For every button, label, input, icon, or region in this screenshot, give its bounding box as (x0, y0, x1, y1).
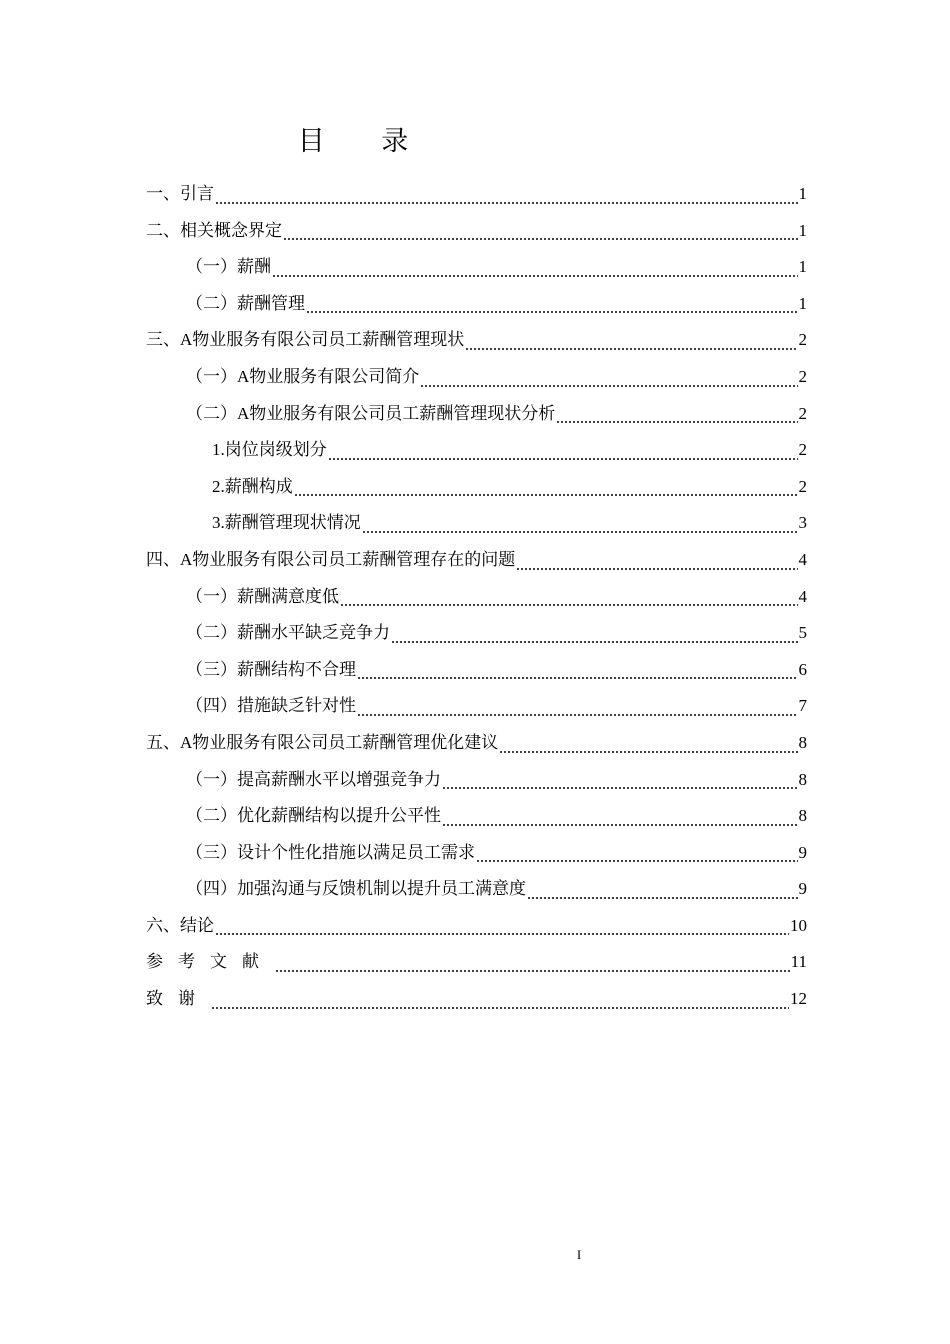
toc-entry-label: （二）薪酬管理 (186, 293, 305, 313)
toc-dot-leader (442, 787, 798, 789)
toc-entry-page: 5 (798, 623, 807, 643)
toc-dot-leader (357, 714, 798, 716)
toc-entry-page: 1 (798, 184, 807, 203)
toc-entry[interactable] (146, 176, 807, 213)
toc-entry[interactable] (146, 396, 807, 433)
toc-dot-leader (465, 348, 797, 350)
toc-dot-leader (328, 458, 798, 460)
toc-dot-leader (272, 275, 798, 277)
toc-entry-page: 8 (798, 769, 807, 789)
toc-entry-label: 参考文献 (146, 952, 274, 972)
toc-dot-leader (357, 677, 798, 679)
toc-dot-leader (283, 238, 798, 240)
toc-entry-label: 四、A物业服务有限公司员工薪酬管理存在的问题 (146, 549, 516, 569)
toc-entry-page: 2 (798, 366, 807, 386)
toc-dot-leader (527, 897, 798, 899)
toc-entry[interactable] (146, 286, 807, 323)
toc-entry[interactable] (146, 798, 807, 835)
toc-entry-page: 10 (790, 915, 807, 935)
toc-dot-leader (211, 1007, 789, 1009)
toc-dot-leader (499, 751, 797, 753)
toc-dot-leader (215, 202, 798, 204)
toc-entry[interactable] (146, 213, 807, 250)
toc-entry[interactable] (146, 322, 807, 359)
toc-entry-label: 3.薪酬管理现状情况 (212, 513, 361, 533)
toc-entry-label: 致谢 (146, 989, 210, 1009)
toc-entry-page: 12 (790, 989, 807, 1009)
toc-entry-label: （一）A物业服务有限公司简介 (186, 366, 420, 386)
toc-entry-label: （三）薪酬结构不合理 (186, 659, 356, 679)
toc-entry-label: 二、相关概念界定 (146, 220, 282, 240)
toc-entry-page: 9 (798, 879, 807, 899)
toc-entry-page: 3 (798, 513, 807, 533)
toc-entry[interactable] (146, 688, 807, 725)
toc-dot-leader (294, 494, 798, 496)
toc-entry[interactable] (146, 359, 807, 396)
toc-dot-leader (516, 568, 797, 570)
toc-entry-label: （二）A物业服务有限公司员工薪酬管理现状分析 (186, 403, 556, 423)
toc-entry-page: 9 (798, 842, 807, 862)
table-of-contents (146, 176, 807, 1018)
toc-entry-page: 4 (798, 549, 807, 569)
toc-entry-page: 2 (798, 330, 807, 350)
toc-entry[interactable] (146, 944, 807, 981)
toc-entry-page: 2 (798, 403, 807, 423)
toc-entry[interactable] (146, 835, 807, 872)
toc-entry[interactable] (146, 615, 807, 652)
toc-dot-leader (275, 970, 790, 972)
toc-entry-label: 五、A物业服务有限公司员工薪酬管理优化建议 (146, 732, 499, 752)
page-title: 目 录 (297, 126, 433, 157)
toc-dot-leader (420, 385, 797, 387)
toc-entry-page: 1 (798, 293, 807, 313)
toc-dot-leader (340, 604, 798, 606)
toc-entry[interactable] (146, 981, 807, 1018)
toc-entry[interactable] (146, 725, 807, 762)
toc-entry-label: （二）优化薪酬结构以提升公平性 (186, 806, 441, 826)
toc-entry[interactable] (146, 652, 807, 689)
toc-entry-page: 6 (798, 659, 807, 679)
page-number: I (576, 1247, 582, 1262)
toc-entry-label: 1.岗位岗级划分 (212, 440, 327, 460)
toc-entry-label: 一、引言 (146, 184, 214, 203)
toc-dot-leader (215, 933, 789, 935)
toc-entry-label: 三、A物业服务有限公司员工薪酬管理现状 (146, 330, 465, 350)
toc-entry-label: 六、结论 (146, 915, 214, 935)
toc-entry-label: （四）加强沟通与反馈机制以提升员工满意度 (186, 879, 526, 899)
toc-entry-label: 2.薪酬构成 (212, 476, 293, 496)
toc-entry[interactable] (146, 579, 807, 616)
toc-entry[interactable] (146, 762, 807, 799)
toc-entry[interactable] (146, 542, 807, 579)
toc-dot-leader (362, 531, 798, 533)
toc-entry[interactable] (146, 249, 807, 286)
toc-entry[interactable] (146, 469, 807, 506)
toc-entry-page: 8 (798, 732, 807, 752)
toc-entry-label: （二）薪酬水平缺乏竞争力 (186, 623, 390, 643)
toc-entry-page: 2 (798, 476, 807, 496)
toc-entry[interactable] (146, 908, 807, 945)
toc-dot-leader (306, 311, 798, 313)
toc-entry-page: 1 (798, 257, 807, 277)
toc-dot-leader (556, 421, 797, 423)
toc-entry[interactable] (146, 505, 807, 542)
toc-entry-page: 11 (790, 952, 807, 972)
toc-entry-label: （一）薪酬满意度低 (186, 586, 339, 606)
toc-dot-leader (442, 824, 798, 826)
toc-dot-leader (391, 641, 798, 643)
toc-entry[interactable] (146, 432, 807, 469)
toc-entry-page: 7 (798, 696, 807, 716)
toc-entry-label: （一）提高薪酬水平以增强竞争力 (186, 769, 441, 789)
toc-entry-page: 2 (798, 440, 807, 460)
toc-entry-page: 8 (798, 806, 807, 826)
toc-entry-label: （三）设计个性化措施以满足员工需求 (186, 842, 475, 862)
toc-entry-label: （一）薪酬 (186, 257, 271, 277)
toc-dot-leader (476, 860, 798, 862)
toc-entry-page: 1 (798, 220, 807, 240)
toc-entry-label: （四）措施缺乏针对性 (186, 696, 356, 716)
toc-entry-page: 4 (798, 586, 807, 606)
toc-entry[interactable] (146, 871, 807, 908)
